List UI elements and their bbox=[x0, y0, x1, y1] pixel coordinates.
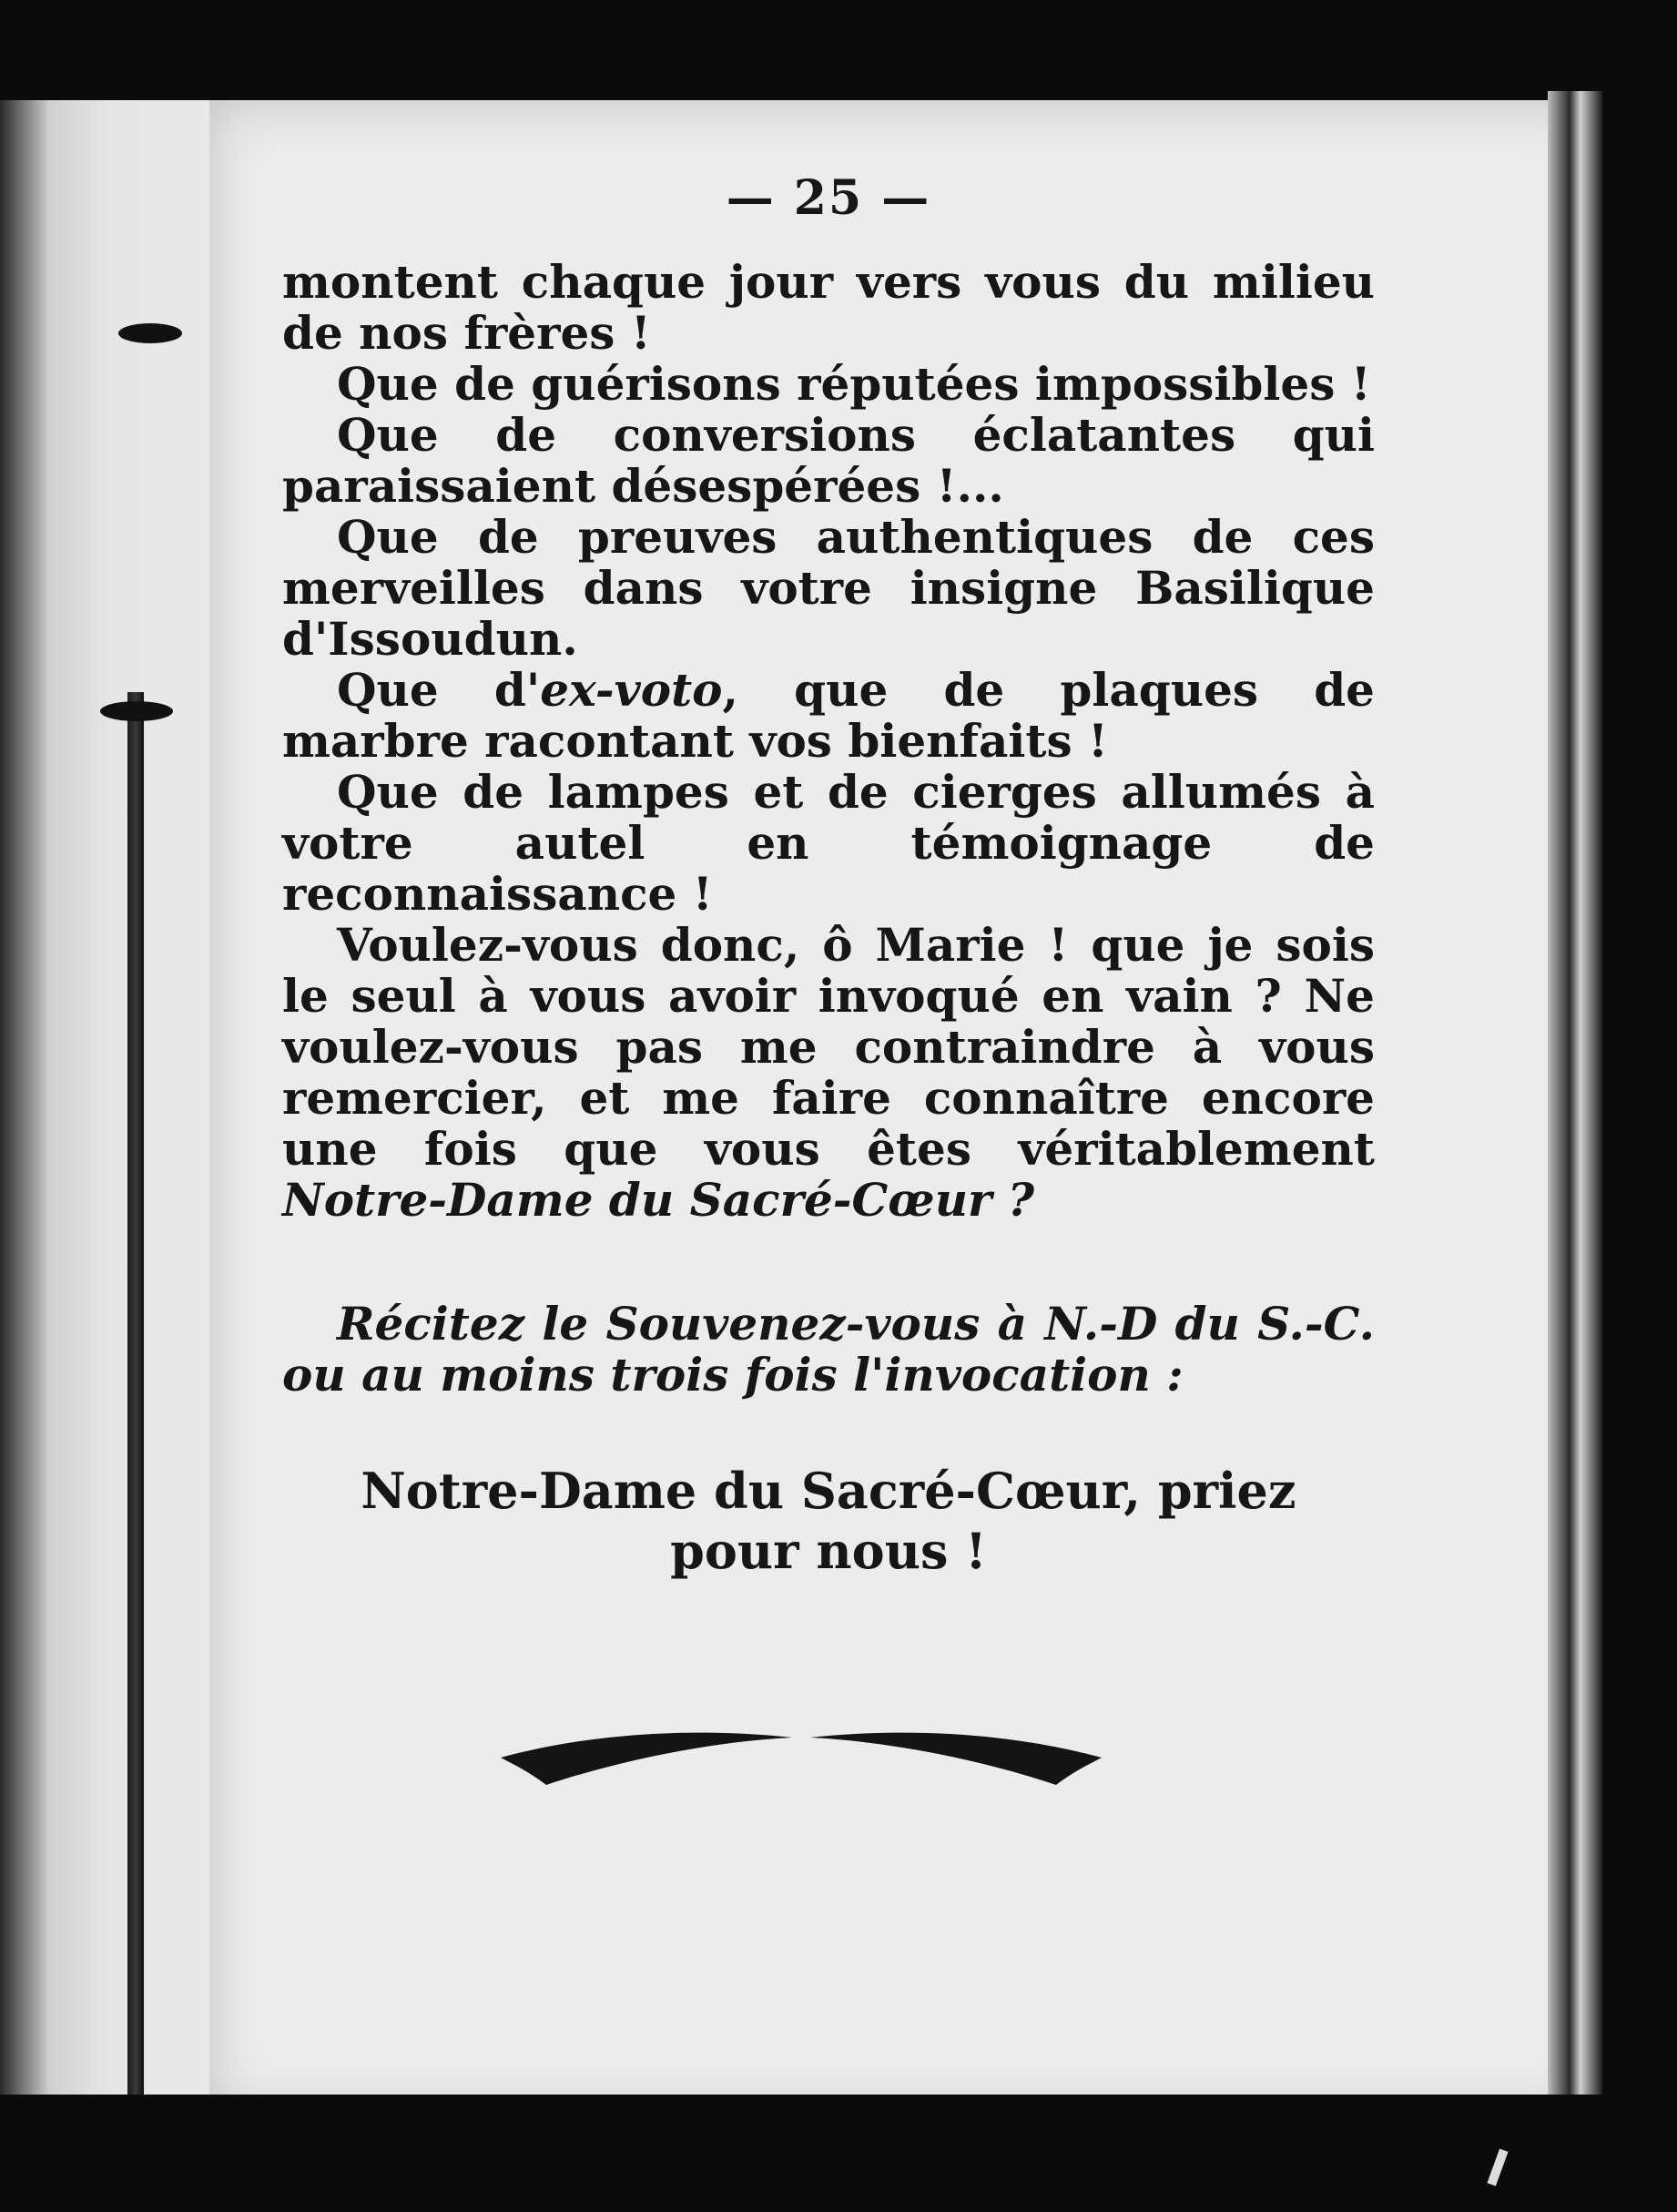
paragraph-lampes: Que de lampes et de cierges allumés à votre autel en témoignage de reconnaissance ! bbox=[282, 765, 1375, 921]
paragraph-continuation: montent chaque jour vers vous du milieu de nos frères ! bbox=[282, 255, 1375, 360]
bottom-shadow bbox=[0, 2095, 1677, 2212]
paragraph-conversions: Que de conversions éclatantes qui paraissaient désespérées !... bbox=[282, 408, 1375, 513]
invocation bbox=[282, 1461, 1375, 1581]
exvoto-italic: ex-voto bbox=[540, 663, 723, 717]
invocation-line-2: pour nous ! bbox=[670, 1522, 987, 1580]
binding-spine bbox=[127, 692, 144, 2113]
paragraph-guerisons: Que de guérisons réputées impossibles ! bbox=[337, 357, 1371, 411]
invocation-line-1: Notre-Dame du Sacré-Cœur, priez bbox=[361, 1462, 1296, 1520]
paragraph-exvoto bbox=[282, 665, 1375, 767]
page-number: — 25 — bbox=[726, 170, 931, 226]
paragraph-voulez-vous bbox=[282, 920, 1375, 1226]
paragraph-preuves: Que de preuves authentiques de ces merveilles dans votre insigne Basilique d'Issoudun. bbox=[282, 510, 1375, 666]
rubric-instruction: Récitez le Souvenez-vous à N.-D du S.-C. ou au moins trois fois l'invocation : bbox=[282, 1297, 1375, 1402]
exvoto-after: , que de plaques de marbre racontant vos bienfaits ! bbox=[282, 663, 1375, 768]
exvoto-before: Que d' bbox=[337, 663, 541, 717]
page-text bbox=[282, 170, 1375, 1581]
closing-text: Voulez-vous donc, ô Marie ! que je sois le seul à vous avoir invoqué en vain ? Ne voulez-vous pas me contraindre à vous remercier, et me faire connaître encore une fois que vous êtes véritablement bbox=[282, 918, 1375, 1176]
closing-italic: Notre-Dame du Sacré-Cœur ? bbox=[282, 1173, 1035, 1227]
binding-mark bbox=[118, 323, 182, 343]
binding-spine-cap bbox=[100, 701, 173, 721]
page-edge bbox=[1548, 91, 1602, 2122]
ornament-divider bbox=[492, 1721, 1111, 1794]
